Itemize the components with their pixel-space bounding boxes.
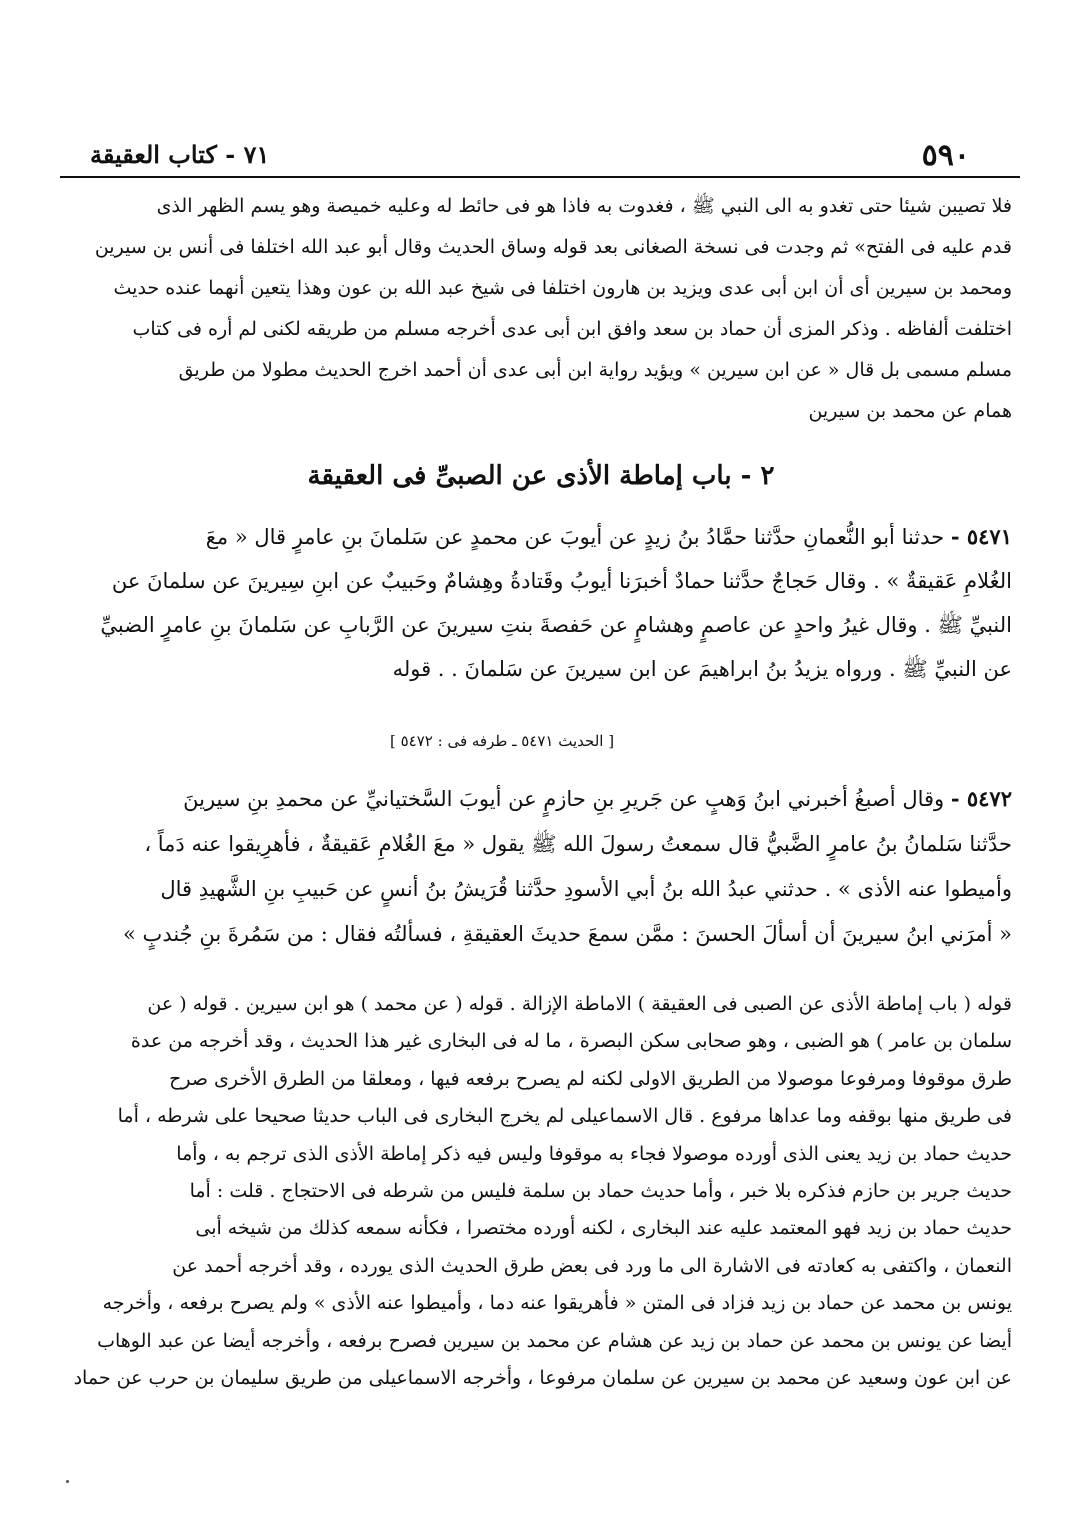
text-line: فلا تصيبن شيئا حتى تغدو به الى النبي ﷺ ، فغدوت به فاذا هو فى حائط له وعليه خميصة وهو يسم الظهر الذى bbox=[156, 195, 1012, 217]
text-line: همام عن محمد بن سيرين bbox=[808, 400, 1012, 422]
hadith-5471 bbox=[70, 515, 1012, 691]
text-line: النعمان ، واكتفى به كعادته فى الاشارة الى ما ورد فى بعض طرق الحديث الذى يورده ، وقد أخرجه أحمد عن bbox=[172, 1254, 1012, 1277]
hadith-number: ٥٤٧٢ - bbox=[950, 786, 1012, 811]
scan-speck bbox=[66, 1480, 69, 1483]
hadith-text: حدثنا أبو النُّعمانِ حدَّثنا حمَّادُ بنُ زيدٍ عن أيوبَ عن محمدٍ عن سَلمانَ بنِ عامرٍ قال « معَ bbox=[205, 525, 945, 549]
header-divider bbox=[60, 176, 1020, 178]
page-header bbox=[60, 126, 1020, 178]
text-line: حدَّثنا سَلمانُ بنُ عامرٍ الضَّبيُّ قال سمعتُ رسولَ الله ﷺ يقول « معَ الغُلامِ عَقيقةٌ ، فأهرِيقوا عنه دَماً ، bbox=[144, 832, 1012, 856]
text-line: عن النبيِّ ﷺ . ورواه يزيدُ بنُ ابراهيمَ عن ابن سيرينَ عن سَلمانَ . . قوله bbox=[392, 657, 1012, 681]
hadith-text: وقال أصبغُ أخبرني ابنُ وَهبٍ عن جَريرِ بنِ حازمٍ عن أيوبَ السَّختيانيِّ عن محمدِ بنِ سيرينَ bbox=[183, 787, 945, 811]
text-line: حديث حماد بن زيد يعنى الذى أورده موصولا فجاء به موقوفا وليس فيه ذكر إماطة الأذى الذى ترجم به ، وأما bbox=[176, 1142, 1012, 1165]
text-line: سلمان بن عامر ) هو الضبى ، وهو صحابى سكن البصرة ، ما له فى البخارى غير هذا الحديث ، وقد أخرجه من عدة bbox=[130, 1030, 1012, 1053]
text-line: حديث جرير بن حازم فذكره بلا خبر ، وأما حديث حماد بن سلمة فليس من شرطه فى الاحتجاج . قلت : أما bbox=[189, 1180, 1012, 1203]
text-line: طرق موقوفا ومرفوعا موصولا من الطريق الاولى لكنه لم يصرح برفعه فيها ، ومعلقا من الطرق الأخرى صرح bbox=[169, 1067, 1012, 1090]
text-line: قوله ( باب إماطة الأذى عن الصبى فى العقيقة ) الاماطة الإزالة . قوله ( عن محمد ) هو ابن سيرين . قوله ( عن bbox=[147, 993, 1012, 1015]
text-line: وأميطوا عنه الأذى » . حدثني عبدُ الله بنُ أبي الأسودِ حدَّثنا قُرَيشُ بنُ أنسٍ عن حَبيبِ بنِ الشَّهيدِ قال bbox=[160, 877, 1012, 901]
text-line: الغُلامِ عَقيقةٌ » . وقال حَجاجٌ حدَّثنا حمادٌ أخبرَنا أيوبُ وقَتادةُ وهِشامٌ وحَبيبٌ عن ابنِ سِيرينَ عن سلمانَ عن bbox=[111, 569, 1012, 593]
text-line: يونس بن محمد عن حماد بن زيد فزاد فى المتن « فأهريقوا عنه دما ، وأميطوا عنه الأذى » ولم يصرح برفعه ، وأخرجه bbox=[102, 1292, 1012, 1315]
commentary-top bbox=[70, 186, 1012, 432]
text-line bbox=[70, 776, 1012, 822]
chapter-title: ٧١ - كتاب العقيقة bbox=[90, 140, 270, 169]
text-line: مسلم مسمى بل قال « عن ابن سيرين » ويؤيد رواية ابن أبى عدى أن أحمد اخرج الحديث مطولا من طريق bbox=[178, 359, 1012, 381]
text-line: « أمرَني ابنُ سيرينَ أن أسألَ الحسنَ : ممَّن سمعَ حديثَ العقيقةِ ، فسألتُه فقال : من سَمُرةَ بنِ جُندبٍ » bbox=[123, 922, 1012, 946]
text-line: قدم عليه فى الفتح» ثم وجدت فى نسخة الصغانى بعد قوله وساق الحديث وقال أبو عبد الله اختلفا فى أنس بن سيرين bbox=[94, 236, 1012, 258]
hadith-number: ٥٤٧١ - bbox=[950, 524, 1012, 549]
text-line: عن ابن عون وسعيد عن محمد بن سيرين عن سلمان مرفوعا ، وأخرجه الاسماعيلى من طريق سليمان بن حرب عن حماد bbox=[73, 1367, 1012, 1390]
text-line: اختلفت ألفاظه . وذكر المزى أن حماد بن سعد وافق ابن أبى عدى أخرجه مسلم من طريقه لكنى لم أره فى كتاب bbox=[132, 318, 1012, 340]
text-line: أيضا عن يونس بن محمد عن حماد بن زيد عن هشام عن محمد بن سيرين فصرح برفعه ، وأخرجه أيضا عن عبد الوهاب bbox=[97, 1329, 1012, 1352]
hadith-5472 bbox=[70, 776, 1012, 957]
commentary-bottom bbox=[70, 986, 1012, 1397]
hadith-reference: [ الحديث ٥٤٧١ ـ طرفه فى : ٥٤٧٢ ] bbox=[390, 732, 615, 750]
chapter-heading: ٢ - باب إماطة الأذى عن الصبىِّ فى العقيقة bbox=[307, 461, 775, 491]
text-line: ومحمد بن سيرين أى أن ابن أبى عدى ويزيد بن هارون اختلفا فى شيخ عبد الله بن عون وهذا يتعين أنهما عنده حديث bbox=[113, 277, 1012, 299]
text-line: فى طريق منها بوقفه وما عداها مرفوع . قال الاسماعيلى لم يخرج البخارى فى الباب حديثا صحيحا على شرطه ، أما bbox=[117, 1105, 1012, 1128]
text-line bbox=[70, 515, 1012, 559]
page-number: ٥٩٠ bbox=[921, 138, 970, 173]
text-line: حديث حماد بن زيد فهو المعتمد عليه عند البخارى ، لكنه أورده مختصرا ، فكأنه سمعه كذلك من شيخه أبى bbox=[195, 1217, 1012, 1240]
text-line: النبيِّ ﷺ . وقال غيرُ واحدٍ عن عاصمٍ وهشامٍ عن حَفصةَ بنتِ سيرينَ عن الرَّبابِ عن سَلمانَ بنِ عامرٍ الضبيِّ bbox=[100, 613, 1012, 637]
